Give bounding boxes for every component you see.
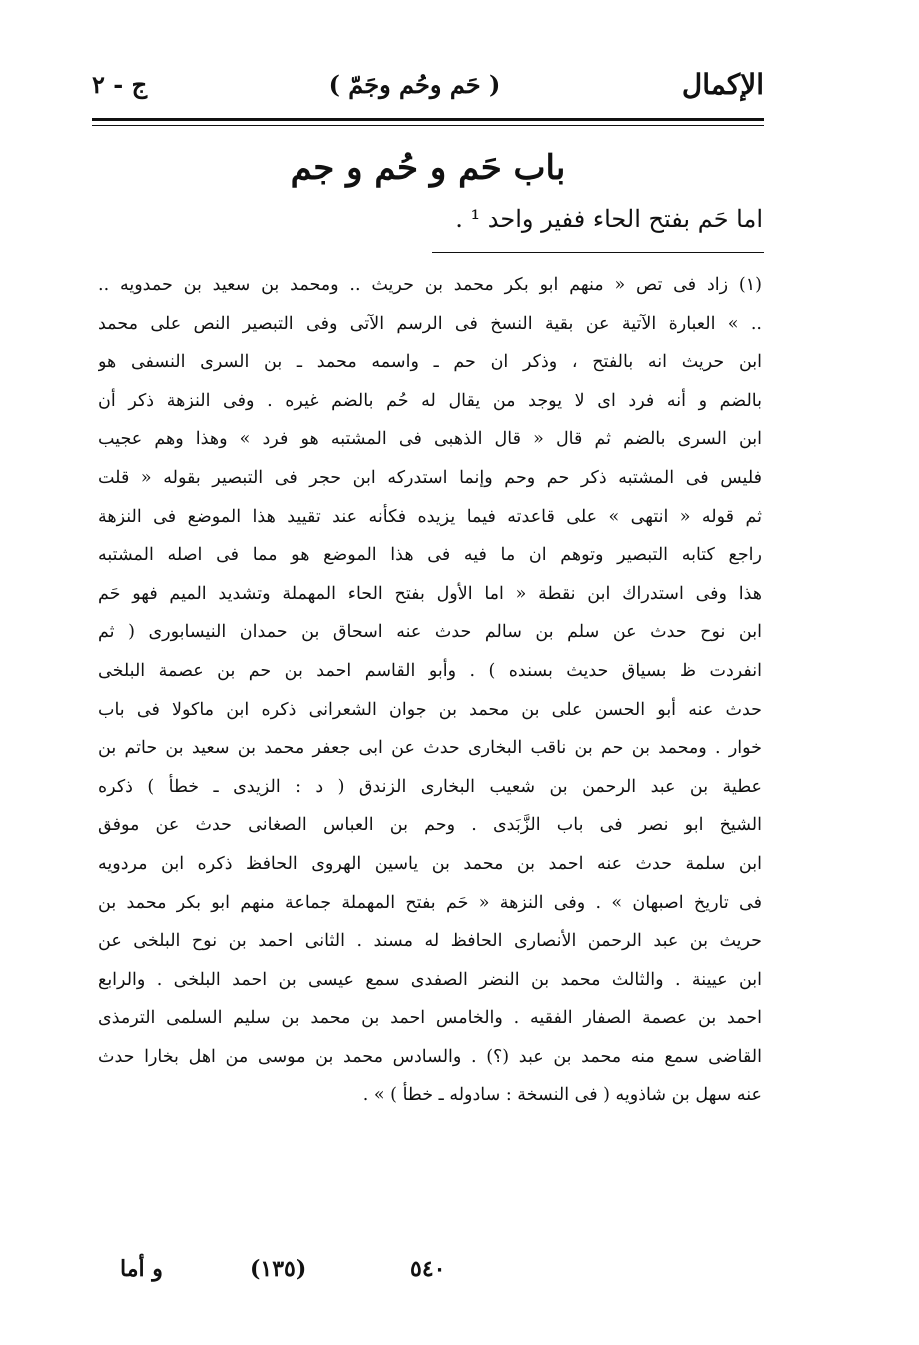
footnote-line: هذا وفى استدراك ابن نقطة « اما الأول بفتح الحاء المهملة وتشديد الميم فهو حَم [98,583,762,604]
footnote-line: ابن حريث انه بالفتح ، وذكر ان حم ـ واسمه محمد ـ بن السرى النسفى هو [98,352,762,373]
footnote-separator [432,252,764,253]
footnote-block [98,266,762,1115]
footnote-line: فى تاريخ اصبهان » . وفى النزهة « حَم بفتح المهملة جماعة منهم ابو بكر محمد بن [98,892,762,913]
footnote-line: راجع كتابه التبصير وتوهم ان ما فيه فى هذا الموضع هو مما فى اصله المشتبه [98,545,762,566]
header-rule-thin [92,125,764,126]
volume-label: ج - ٢ [92,69,148,99]
footnote-line: ابن نوح حدث عن سلم بن سالم حدث عنه اسحاق بن حمدان النيسابورى ( ثم [98,622,762,643]
original-page-number: (١٣٥) [250,1256,307,1282]
footnote-line: حريث بن عبد الرحمن الأنصارى الحافظ له مسند . الثانى احمد بن نوح البلخى عن [98,931,762,952]
page-number: ٥٤٠ [410,1256,446,1282]
footnote-line: حدث عنه أبو الحسن على بن محمد بن جوان الشعرانى ذكره ابن ماكولا فى باب [98,699,762,720]
footnote-line: بالضم و أنه فرد اى لا يوجد من يقال له حُم بالضم غيره . وفى النزهة ذكر أن [98,390,762,411]
intro-text: اما حَم بفتح الحاء ففير واحد ¹ . [455,205,763,233]
footnote-line: فليس فى المشتبه ذكر حم وحم وإنما استدركه ابن حجر فى التبصير بقوله « قلت [98,467,762,488]
footnote-line: ثم قوله « انتهى » على قاعدته فيما يزيده فكأنه عند تقييد هذا الموضع فى النزهة [98,506,762,527]
footnote-line: عطية بن عبد الرحمن بن شعيب البخارى الزندق ( د : الزيدى ـ خطأ ) ذكره [98,776,762,797]
footnote-line: القاضى سمع منه محمد بن عبد (؟) . والسادس محمد بن موسى من اهل بخارا حدث [98,1046,762,1067]
footnote-line: ابن عيينة . والثالث محمد بن النضر الصفدى سمع عيسى بن احمد البلخى . والرابع [98,969,762,990]
footnote-line: الشيخ ابو نصر فى باب الزَّبَدى . وحم بن العباس الصغانى حدث عن موفق [98,815,762,836]
footnote-line: ابن سلمة حدث عنه احمد بن محمد بن ياسين الهروى الحافظ ذكره ابن مردويه [98,853,762,874]
chapter-title: باب حَم و حُم و جم [290,148,566,188]
footnote-line: عنه سهل بن شاذويه ( فى النسخة : سادوله ـ خطأ ) » . [362,1085,762,1106]
catchword: و أما [120,1256,163,1282]
page-header [92,62,764,106]
page-footer [120,1256,770,1292]
footnote-line: احمد بن عصمة الصفار الفقيه . والخامس احمد بن محمد بن سليم السلمى الترمذى [98,1008,762,1029]
running-title: ( حَم وحُم وجَمّ ) [328,69,501,99]
footnote-line: (١) زاد فى تص « منهم ابو بكر محمد بن حريث .. ومحمد بن سعيد بن حمدويه .. [98,275,762,295]
footnote-line: ابن السرى بالضم ثم قال « قال الذهبى فى المشتبه هو فرد » وهذا وهم عجيب [98,429,762,450]
footnote-line: انفردت ظ بسياق حديث بسنده ) . وأبو القاسم احمد بن حم بن عصمة البلخى [98,660,762,681]
footnote-line: .. » العبارة الآتية عن بقية النسخ فى الرسم الآتى وفى التبصير النص على محمد [98,313,762,334]
header-rule-thick [92,118,764,121]
book-title: الإكمال [681,67,764,101]
footnote-line: خوار . ومحمد بن حم بن ناقب البخارى حدث عن ابى جعفر محمد بن سعيد بن حاتم بن [98,738,762,759]
